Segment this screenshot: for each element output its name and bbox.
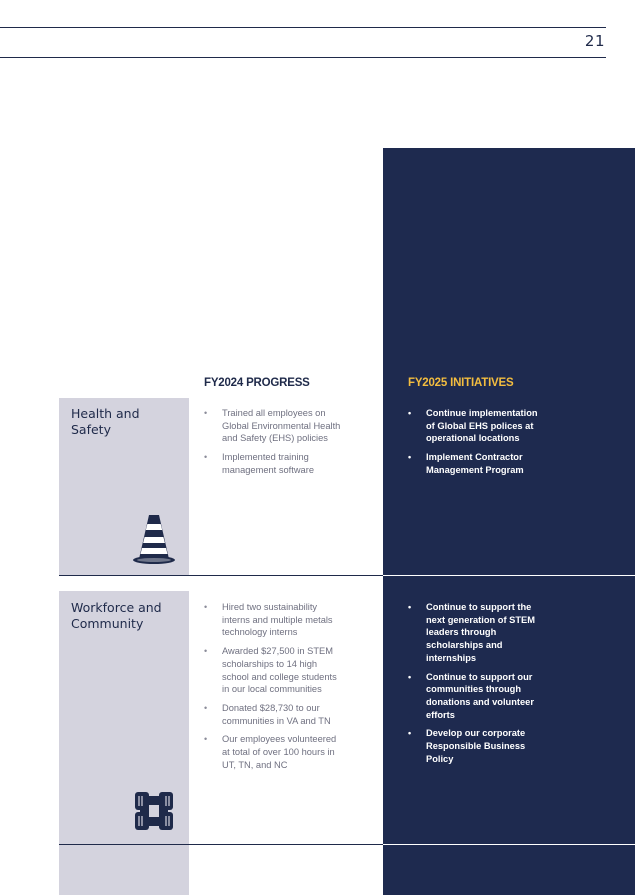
header-rule-bottom: [0, 57, 606, 58]
list-item: • Continue to support our communities through donations and volunteer efforts: [408, 671, 548, 722]
progress-heading: FY2024 PROGRESS: [204, 377, 310, 389]
list-item: • Donated $28,730 to our communities in VA and TN: [204, 702, 344, 727]
list-item: • Implement Contractor Management Program: [408, 451, 548, 476]
section-divider-navy: [383, 575, 635, 576]
initiatives-panel: [383, 148, 635, 895]
list-item: • Awarded $27,500 in STEM scholarships to 14 high school and college students in our local communities: [204, 645, 344, 696]
health-safety-title: Health and Safety: [71, 406, 140, 437]
workforce-community-initiatives-list: [408, 601, 548, 771]
list-item: • Continue implementation of Global EHS polices at operational locations: [408, 407, 548, 445]
traffic-cone-icon: [131, 513, 177, 565]
list-item: • Trained all employees on Global Environmental Health and Safety (EHS) policies: [204, 407, 344, 445]
initiatives-heading: FY2025 INITIATIVES: [408, 377, 514, 389]
list-item: • Implemented training management software: [204, 451, 344, 476]
workforce-community-progress-list: [204, 601, 344, 777]
list-item: • Our employees volunteered at total of over 100 hours in UT, TN, and NC: [204, 733, 344, 771]
health-safety-initiatives-list: [408, 407, 548, 483]
page-number: 21: [584, 32, 605, 50]
list-item: • Continue to support the next generation of STEM leaders through scholarships and internships: [408, 601, 548, 665]
workforce-community-title: Workforce and Community: [71, 600, 162, 631]
list-item: • Develop our corporate Responsible Business Policy: [408, 727, 548, 765]
next-section-block: [59, 845, 189, 895]
header-rule-top: [0, 27, 606, 28]
section-divider-navy: [383, 844, 635, 845]
health-safety-progress-list: [204, 407, 344, 483]
joined-hands-icon: [131, 788, 177, 834]
list-item: • Hired two sustainability interns and multiple metals technology interns: [204, 601, 344, 639]
